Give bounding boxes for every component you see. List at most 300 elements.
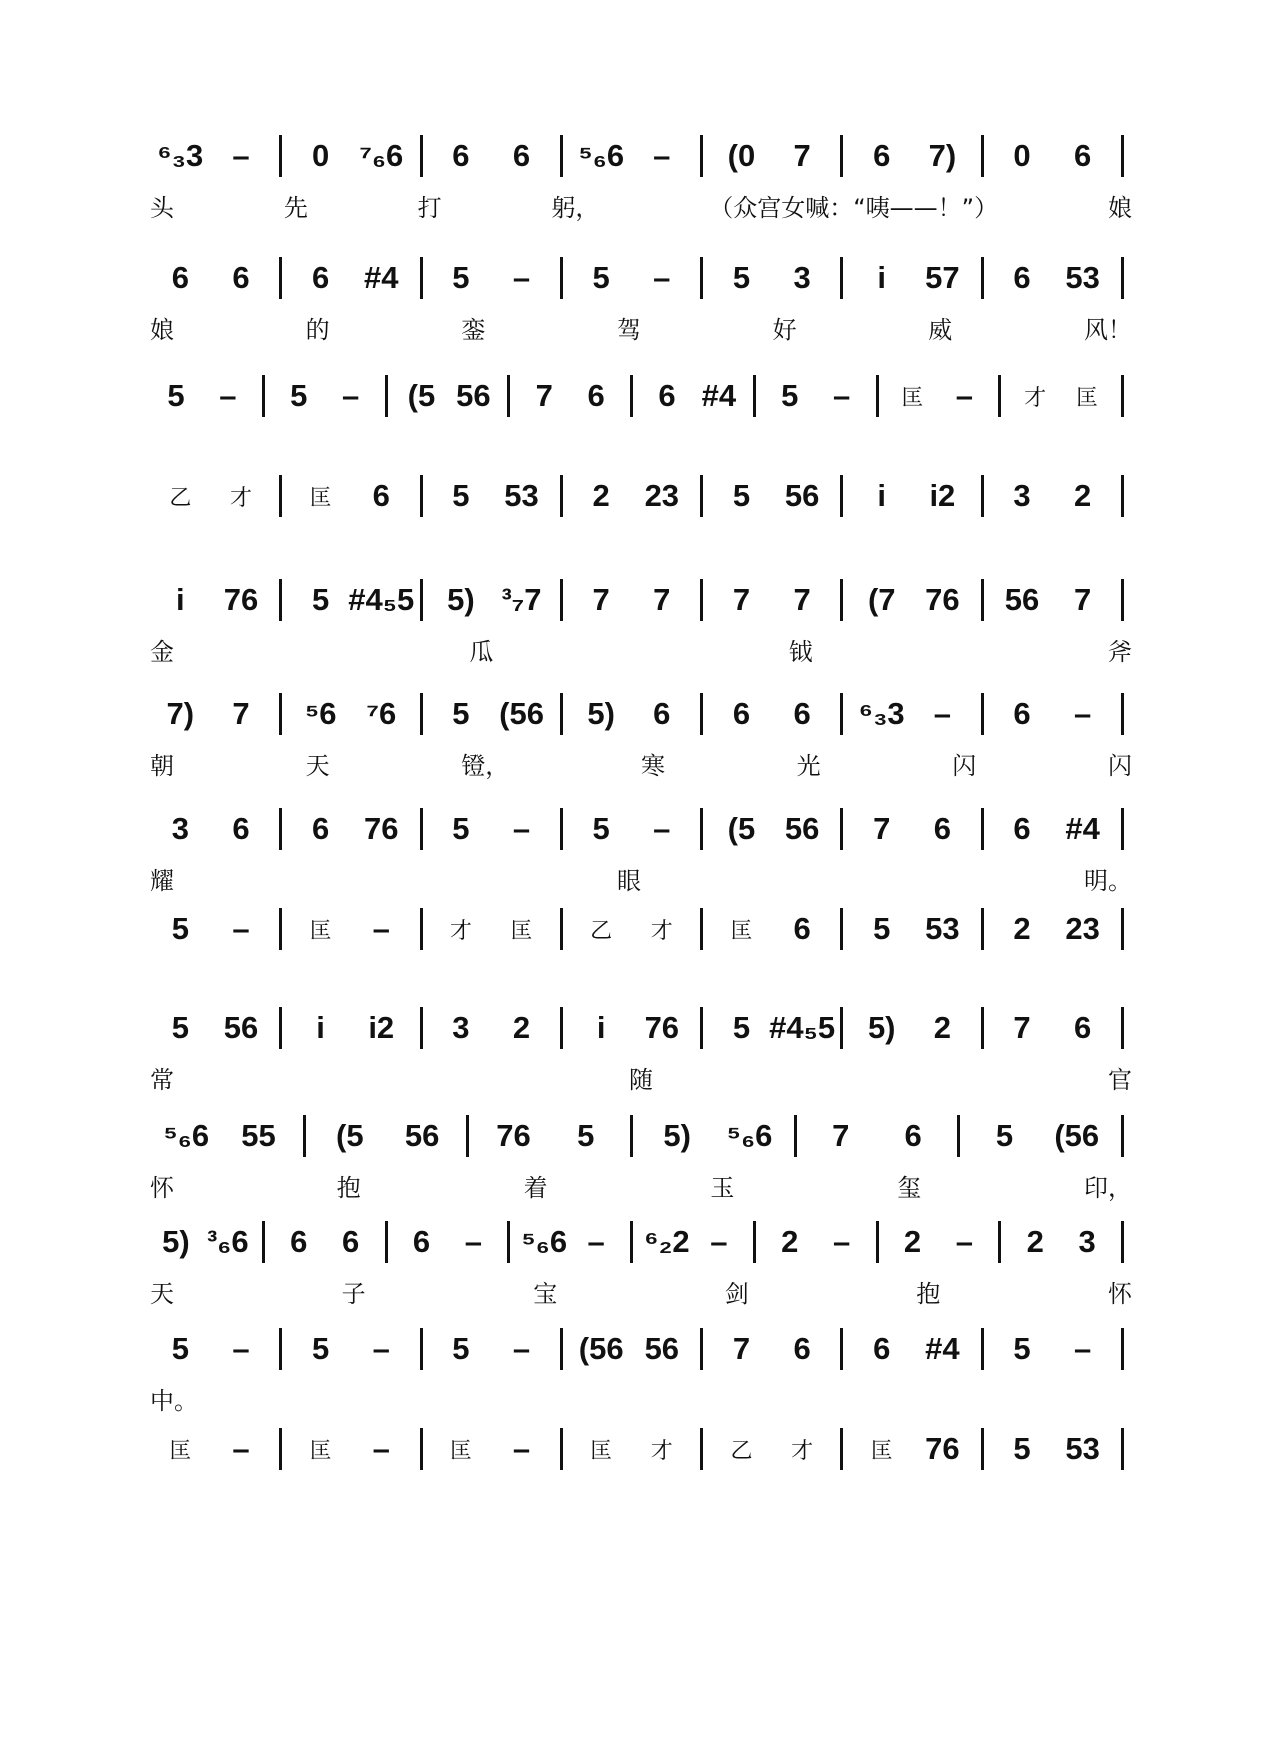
note: 5 — [167, 378, 185, 413]
note: – — [710, 1224, 728, 1259]
note: 5 — [171, 911, 189, 946]
system-4 — [150, 470, 1132, 566]
note: 76 — [925, 1431, 960, 1466]
barline — [1113, 903, 1132, 955]
lyric-syllable: 朝 — [150, 751, 174, 780]
barline — [973, 1002, 992, 1054]
system-1 — [150, 130, 1132, 226]
percussion-syllable: 匡 — [510, 918, 533, 944]
notation-row — [150, 370, 1132, 422]
barline — [552, 574, 571, 626]
lyric-syllable: 着 — [523, 1173, 548, 1202]
note: 5 — [171, 1010, 189, 1045]
note: ⁵6 — [304, 696, 337, 731]
lyric-syllable: 怀 — [1107, 1279, 1132, 1308]
note: (56 — [499, 696, 544, 731]
barline — [271, 688, 290, 740]
lyrics-row — [150, 1274, 1132, 1308]
note: 6 — [341, 1224, 360, 1259]
note: 5 — [452, 1331, 470, 1366]
note: ⁶₃3 — [157, 138, 204, 173]
lyric-syllable: 剑 — [724, 1279, 749, 1308]
lyric-syllable: 官 — [1108, 1065, 1132, 1094]
note: – — [832, 1224, 851, 1259]
barline — [832, 688, 851, 740]
note: 7 — [732, 582, 751, 617]
lyric-syllable: 的 — [305, 315, 330, 344]
barline — [786, 1110, 805, 1162]
barline — [377, 1216, 396, 1268]
note: 5) — [587, 696, 615, 731]
notation-row — [150, 252, 1132, 304]
barline — [254, 1216, 273, 1268]
note: 5 — [1013, 1331, 1031, 1366]
notation-row — [150, 688, 1132, 740]
note: 2 — [903, 1224, 922, 1259]
note: 6 — [904, 1118, 922, 1153]
lyric-syllable: 銮 — [461, 315, 486, 344]
percussion-syllable: 才 — [650, 1438, 673, 1464]
note: 7 — [1013, 1010, 1031, 1045]
note: (0 — [727, 138, 756, 173]
barline — [745, 1216, 764, 1268]
note: – — [219, 378, 237, 413]
lyric-syllable: 常 — [150, 1065, 174, 1094]
note: 7 — [653, 582, 671, 617]
note: 5) — [663, 1118, 691, 1153]
percussion-syllable: 匡 — [309, 918, 332, 944]
barline — [1113, 803, 1132, 855]
note: 76 — [644, 1010, 680, 1045]
note: #4 — [364, 260, 399, 295]
note: 7 — [832, 1118, 850, 1153]
barline — [622, 1216, 641, 1268]
note: 6 — [1074, 1010, 1092, 1045]
notation-row — [150, 574, 1132, 626]
barline — [1113, 1323, 1132, 1375]
note: 5 — [732, 260, 751, 295]
note: 53 — [925, 911, 960, 946]
note: 7 — [232, 696, 250, 731]
note: ⁵₆6 — [521, 1224, 568, 1259]
barline — [412, 1423, 431, 1475]
note: – — [832, 378, 851, 413]
note: ⁵₆6 — [726, 1118, 773, 1153]
note: 23 — [1065, 911, 1100, 946]
note: 6 — [1013, 811, 1031, 846]
barline — [271, 252, 290, 304]
note: 7 — [592, 582, 610, 617]
notation-row — [150, 1423, 1132, 1475]
barline — [973, 803, 992, 855]
note: 5 — [452, 696, 470, 731]
note: 2 — [512, 1010, 531, 1045]
note: – — [512, 811, 531, 846]
note: – — [512, 1331, 531, 1366]
system-7 — [150, 803, 1132, 899]
note: 2 — [1013, 911, 1031, 946]
note: 5 — [781, 378, 799, 413]
system-10 — [150, 1110, 1132, 1206]
note: 56 — [223, 1010, 259, 1045]
note: 6 — [232, 811, 250, 846]
note: i2 — [368, 1010, 395, 1045]
barline — [973, 1323, 992, 1375]
note: ⁷6 — [366, 696, 397, 731]
barline — [692, 688, 711, 740]
barline — [622, 370, 641, 422]
barline — [412, 688, 431, 740]
note: 6 — [290, 1224, 308, 1259]
lyric-syllable: 天 — [305, 751, 330, 780]
note: 6 — [793, 696, 811, 731]
note: ³₇7 — [501, 582, 542, 617]
note: 5) — [447, 582, 475, 617]
barline — [832, 470, 851, 522]
note: 6 — [793, 1331, 811, 1366]
barline — [973, 252, 992, 304]
note: 56 — [456, 378, 491, 413]
barline — [1113, 470, 1132, 522]
lyric-syllable: 寒 — [640, 751, 665, 780]
note: 57 — [925, 260, 960, 295]
note: 2 — [1074, 478, 1092, 513]
barline — [1113, 370, 1132, 422]
barline — [973, 688, 992, 740]
system-2 — [150, 252, 1132, 348]
note: 5 — [577, 1118, 595, 1153]
note: i — [316, 1010, 325, 1045]
barline — [412, 903, 431, 955]
lyric-syllable: 驾 — [616, 315, 641, 344]
note: – — [372, 1431, 390, 1466]
percussion-syllable: 才 — [791, 1438, 814, 1464]
barline — [692, 130, 711, 182]
lyric-syllable: 抱 — [336, 1173, 361, 1202]
note: 7) — [928, 138, 957, 173]
note: – — [232, 1431, 250, 1466]
lyric-syllable: 金 — [150, 637, 174, 666]
note: 7 — [535, 378, 553, 413]
note: 2 — [1026, 1224, 1044, 1259]
note: – — [933, 696, 951, 731]
lyric-syllable: 闪 — [1107, 751, 1132, 780]
note: 3 — [1078, 1224, 1096, 1259]
barline — [552, 688, 571, 740]
note: 5 — [452, 260, 470, 295]
lyric-syllable: 打 — [417, 193, 442, 222]
note: 5 — [592, 260, 610, 295]
note: 6 — [873, 1331, 891, 1366]
barline — [412, 130, 431, 182]
note: (56 — [578, 1331, 624, 1366]
note: – — [372, 1331, 390, 1366]
note: 53 — [504, 478, 539, 513]
lyric-syllable: 中。 — [150, 1386, 198, 1415]
barline — [271, 574, 290, 626]
barline — [1113, 688, 1132, 740]
barline — [271, 130, 290, 182]
barline — [271, 1423, 290, 1475]
lyrics-row — [150, 188, 1132, 222]
note: 5 — [311, 1331, 330, 1366]
note: #4 — [1065, 811, 1100, 846]
notation-row — [150, 803, 1132, 855]
barline — [552, 130, 571, 182]
note: 56 — [1004, 582, 1040, 617]
lyric-syllable: 子 — [341, 1279, 366, 1308]
lyric-syllable: 先 — [283, 193, 308, 222]
percussion-syllable: 匡 — [730, 918, 753, 944]
note: 56 — [644, 1331, 680, 1366]
note: 7 — [732, 1331, 751, 1366]
lyric-syllable: 威 — [928, 315, 953, 344]
barline — [377, 370, 396, 422]
note: ⁵₆6 — [163, 1118, 210, 1153]
lyric-syllable: 光 — [796, 751, 821, 780]
note: (5 — [407, 378, 436, 413]
note: #4₅5 — [769, 1010, 836, 1045]
notation-row — [150, 903, 1132, 955]
note: 56 — [404, 1118, 440, 1153]
note: 53 — [1065, 260, 1100, 295]
note: 6 — [732, 696, 751, 731]
barline — [552, 1002, 571, 1054]
note: – — [653, 811, 671, 846]
note: 76 — [364, 811, 399, 846]
note: 5 — [873, 911, 891, 946]
note: 5 — [452, 478, 470, 513]
lyrics-row — [150, 746, 1132, 780]
barline — [1113, 1216, 1132, 1268]
percussion-syllable: 匡 — [309, 1438, 332, 1464]
barline — [692, 803, 711, 855]
barline — [271, 470, 290, 522]
barline — [868, 1216, 887, 1268]
lyric-syllable: 瓜 — [469, 637, 494, 666]
notation-row — [150, 470, 1132, 522]
note: 6 — [873, 138, 891, 173]
lyric-syllable: 斧 — [1107, 637, 1132, 666]
note: 6 — [512, 138, 531, 173]
lyric-syllable: 随 — [629, 1065, 653, 1094]
note: #4 — [925, 1331, 960, 1366]
barline — [832, 903, 851, 955]
barline — [692, 1002, 711, 1054]
note: 5 — [592, 811, 610, 846]
percussion-syllable: 才 — [650, 918, 673, 944]
barline — [973, 130, 992, 182]
note: 7) — [166, 696, 195, 731]
barline — [973, 903, 992, 955]
note: 5 — [290, 378, 308, 413]
lyrics-row — [150, 310, 1132, 344]
barline — [832, 130, 851, 182]
system-3 — [150, 370, 1132, 466]
percussion-syllable: 匡 — [449, 1438, 472, 1464]
note: 6 — [311, 260, 330, 295]
system-6 — [150, 688, 1132, 784]
barline — [254, 370, 273, 422]
note: 55 — [241, 1118, 276, 1153]
note: #4 — [701, 378, 737, 413]
note: ³₆6 — [206, 1224, 249, 1259]
notation-row — [150, 1110, 1132, 1162]
barline — [990, 1216, 1009, 1268]
barline — [552, 1323, 571, 1375]
notation-row — [150, 1002, 1132, 1054]
note: #4₅5 — [348, 582, 415, 617]
lyric-syllable: 宝 — [533, 1279, 558, 1308]
note: 3 — [1013, 478, 1031, 513]
lyric-syllable: 好 — [772, 315, 797, 344]
barline — [412, 574, 431, 626]
note: 76 — [496, 1118, 531, 1153]
notation-row — [150, 1323, 1132, 1375]
note: 56 — [784, 478, 820, 513]
note: 6 — [311, 811, 330, 846]
note: 7 — [873, 811, 891, 846]
lyrics-row — [150, 632, 1132, 666]
barline — [412, 470, 431, 522]
percussion-syllable: 乙 — [169, 485, 192, 511]
lyric-syllable: 耀 — [150, 866, 174, 895]
note: ⁷₆6 — [359, 138, 404, 173]
barline — [692, 470, 711, 522]
note: 5 — [1013, 1431, 1031, 1466]
note: 56 — [784, 811, 820, 846]
barline — [552, 803, 571, 855]
note: 2 — [933, 1010, 951, 1045]
barline — [552, 252, 571, 304]
system-5 — [150, 574, 1132, 670]
note: ⁶₂2 — [644, 1224, 690, 1259]
note: 5 — [732, 1010, 751, 1045]
note: 6 — [1013, 696, 1031, 731]
note: 5 — [171, 1331, 189, 1366]
note: 6 — [1013, 260, 1031, 295]
note: 3 — [171, 811, 189, 846]
note: 6 — [653, 696, 671, 731]
lyric-syllable: 风！ — [1083, 315, 1132, 344]
note: 0 — [1013, 138, 1031, 173]
barline — [552, 1423, 571, 1475]
note: 7 — [1074, 582, 1092, 617]
barline — [271, 1323, 290, 1375]
percussion-syllable: 才 — [229, 485, 252, 511]
note: 7 — [793, 582, 811, 617]
percussion-syllable: 匡 — [1076, 385, 1099, 411]
note: – — [587, 1224, 605, 1259]
note: 6 — [658, 378, 676, 413]
barline — [271, 903, 290, 955]
note: 6 — [933, 811, 951, 846]
lyrics-row — [150, 1060, 1132, 1094]
note: i2 — [929, 478, 956, 513]
barline — [1113, 574, 1132, 626]
note: i — [877, 260, 887, 295]
system-8 — [150, 903, 1132, 999]
lyric-syllable: （众宫女喊：“咦——！”） — [709, 193, 999, 222]
note: (56 — [1054, 1118, 1100, 1153]
note: – — [1074, 696, 1092, 731]
system-11 — [150, 1216, 1132, 1312]
note: 6 — [452, 138, 470, 173]
barline — [295, 1110, 314, 1162]
barline — [412, 1002, 431, 1054]
note: – — [653, 138, 671, 173]
note: – — [464, 1224, 482, 1259]
note: – — [955, 378, 973, 413]
notation-row — [150, 130, 1132, 182]
note: 6 — [1074, 138, 1092, 173]
lyric-syllable: 抱 — [916, 1279, 941, 1308]
lyric-syllable: 娘 — [1107, 193, 1132, 222]
note: 0 — [311, 138, 330, 173]
barline — [499, 370, 518, 422]
barline — [622, 1110, 641, 1162]
note: (5 — [727, 811, 756, 846]
note: 5) — [162, 1224, 190, 1259]
percussion-syllable: 匡 — [309, 485, 332, 511]
barline — [832, 1323, 851, 1375]
percussion-syllable: 乙 — [590, 918, 613, 944]
barline — [1113, 1002, 1132, 1054]
barline — [692, 252, 711, 304]
barline — [412, 803, 431, 855]
lyrics-row — [150, 861, 1132, 895]
barline — [832, 1002, 851, 1054]
lyric-syllable: 镫， — [461, 751, 510, 780]
note: 23 — [644, 478, 680, 513]
note: ⁵₆6 — [578, 138, 625, 173]
note: 2 — [781, 1224, 799, 1259]
lyric-syllable: 天 — [150, 1279, 174, 1308]
barline — [271, 803, 290, 855]
barline — [692, 903, 711, 955]
barline — [692, 574, 711, 626]
note: – — [232, 1331, 250, 1366]
percussion-syllable: 匡 — [870, 1438, 893, 1464]
note: i — [176, 582, 185, 617]
note: – — [232, 138, 250, 173]
system-12 — [150, 1323, 1132, 1419]
barline — [1113, 1110, 1132, 1162]
barline — [973, 1423, 992, 1475]
note: – — [653, 260, 671, 295]
note: 5 — [995, 1118, 1014, 1153]
note: 5 — [452, 811, 470, 846]
barline — [1113, 130, 1132, 182]
barline — [552, 470, 571, 522]
lyric-syllable: 怀 — [150, 1173, 174, 1202]
note: – — [955, 1224, 973, 1259]
lyrics-row — [150, 1381, 1132, 1415]
note: 3 — [793, 260, 811, 295]
percussion-syllable: 匡 — [169, 1438, 192, 1464]
note: 6 — [793, 911, 811, 946]
note: (7 — [867, 582, 896, 617]
note: 3 — [452, 1010, 470, 1045]
note: ⁶₃3 — [858, 696, 905, 731]
note: (5 — [336, 1118, 364, 1153]
note: 76 — [925, 582, 960, 617]
barline — [692, 1423, 711, 1475]
lyric-syllable: 钺 — [788, 637, 813, 666]
barline — [832, 1423, 851, 1475]
note: 6 — [412, 1224, 431, 1259]
note: 5 — [311, 582, 330, 617]
